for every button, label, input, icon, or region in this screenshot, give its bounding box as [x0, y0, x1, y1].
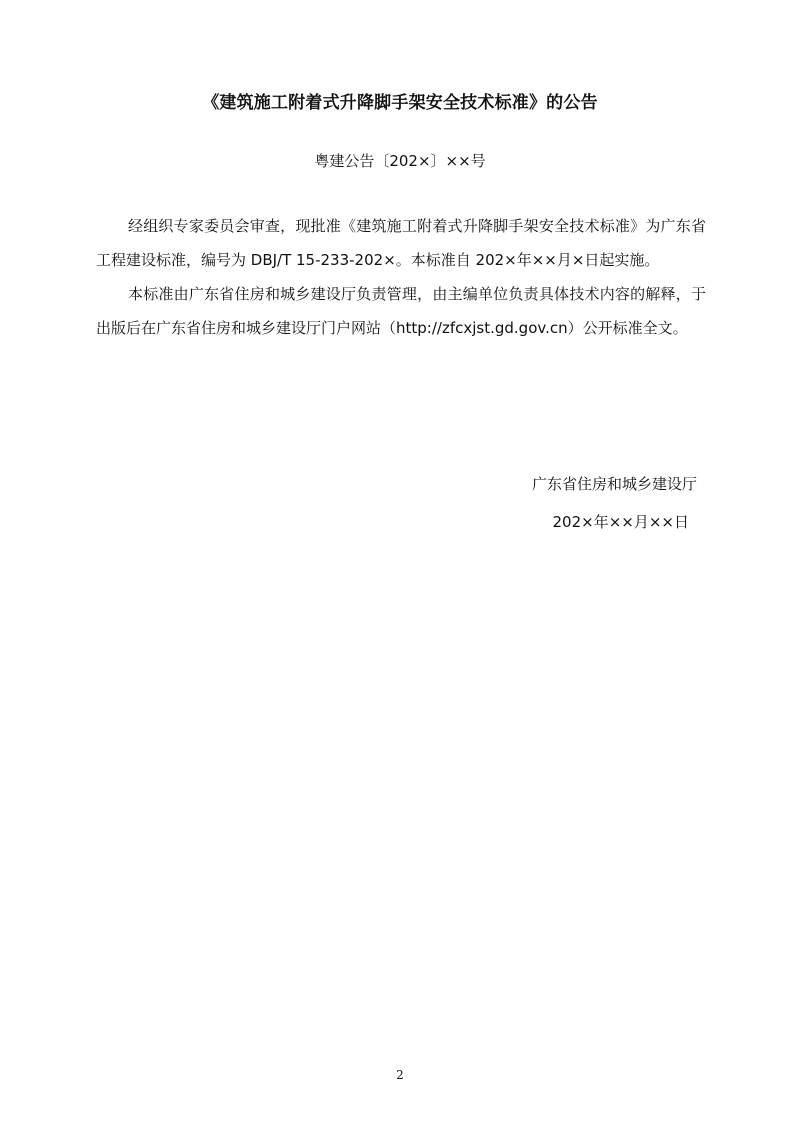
announcement-body — [96, 209, 706, 345]
signature-block — [532, 471, 697, 535]
issuing-organization: 广东省住房和城乡建设厅 — [531, 475, 697, 493]
document-title: 《建筑施工附着式升降脚手架安全技术标准》的公告 — [202, 93, 598, 113]
document-number: 粤建公告〔202×〕××号 — [314, 152, 486, 170]
paragraph-approval: 经组织专家委员会审查，现批准《建筑施工附着式升降脚手架安全技术标准》为广东省工程建设标准，编号为 DBJ/T 15-233-202×。本标准自 202×年××月×日起实施。 — [96, 217, 706, 269]
paragraph-management: 本标准由广东省住房和城乡建设厅负责管理，由主编单位负责具体技术内容的解释，于出版后在广东省住房和城乡建设厅门户网站（http://zfcxjst.gd.gov.cn）公开标准全文。 — [96, 285, 706, 337]
issue-date: 202×年××月××日 — [552, 513, 689, 531]
page-number: 2 — [396, 1068, 404, 1082]
